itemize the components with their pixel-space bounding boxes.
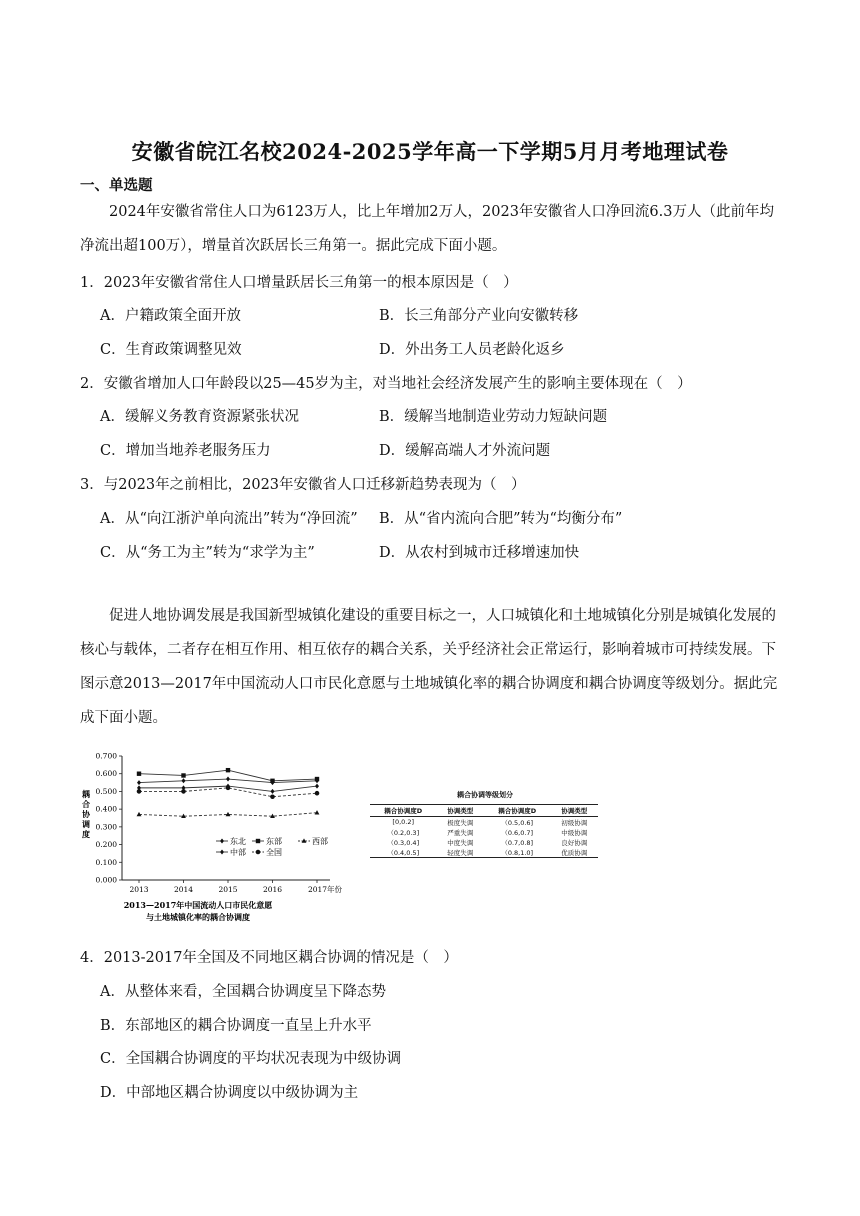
y-tick-label: 0.300	[95, 822, 117, 832]
legend-marker	[220, 850, 224, 855]
data-point-东北	[182, 778, 186, 783]
table-cell: 初级协调	[561, 818, 588, 827]
page-title: 安徽省皖江名校2024-2025学年高一下学期5月月考地理试卷	[131, 139, 729, 164]
y-axis-label-char: 调	[82, 819, 90, 829]
table-cell: 严重失调	[447, 828, 474, 837]
question-3-stem: 3．与2023年之前相比，2023年安徽省人口迁移新趋势表现为（ ）	[80, 477, 526, 493]
data-point-西部	[137, 812, 142, 816]
question-4-option-b: B．东部地区的耦合协调度一直呈上升水平	[100, 1018, 372, 1034]
coupling-chart-svg	[80, 742, 360, 927]
table-header: 耦合协调度D	[370, 805, 436, 817]
data-point-西部	[226, 812, 231, 816]
table-cell: 轻度失调	[436, 847, 484, 858]
data-point-东北	[226, 777, 230, 782]
x-tick-label: 2013	[129, 885, 149, 894]
table-row	[370, 827, 598, 837]
y-axis-label-char: 合	[82, 799, 90, 809]
y-tick-label: 0.600	[95, 769, 117, 779]
data-point-全国	[315, 791, 320, 796]
legend-label: 全国	[266, 848, 282, 857]
y-axis-label-char: 协	[82, 809, 90, 819]
table-row	[370, 837, 598, 847]
data-point-全国	[137, 789, 142, 794]
question-1-option-c: C．生育政策调整见效	[100, 342, 242, 358]
table-header: 耦合协调度D	[484, 805, 550, 817]
table-cell: （0.7,0.8]	[501, 838, 534, 847]
x-tick-label: 2016	[262, 885, 283, 894]
data-point-东部	[181, 773, 185, 777]
table-cell: 优质协调	[550, 847, 598, 858]
table-header-row	[370, 805, 598, 817]
question-3-option-b: B．从“省内流向合肥”转为“均衡分布”	[379, 511, 623, 527]
passage-1: 2024年安徽省常住人口为6123万人，比上年增加2万人，2023年安徽省人口净回流6.3万人（此前年均净流出超100万），增量首次跃居长三角第一。据此完成下面小题。	[80, 204, 774, 254]
table-cell: （0.6,0.7]	[501, 828, 534, 837]
question-2-option-b: B．缓解当地制造业劳动力短缺问题	[379, 409, 608, 425]
table-header: 协调类型	[550, 805, 598, 817]
question-2-option-c: C．增加当地养老服务压力	[100, 443, 271, 459]
question-4-option-c: C．全国耦合协调度的平均状况表现为中级协调	[100, 1051, 402, 1067]
question-1-stem: 1．2023年安徽省常住人口增量跃居长三角第一的根本原因是（ ）	[80, 275, 518, 291]
y-tick-label: 0.400	[95, 804, 117, 814]
y-tick-label: 0.200	[95, 840, 117, 850]
y-tick-label: 0.700	[95, 751, 117, 761]
legend-marker	[220, 839, 224, 844]
table-cell: 中度失调	[447, 838, 474, 847]
legend-label: 东部	[266, 837, 282, 846]
question-2-option-d: D．缓解高端人才外流问题	[379, 443, 551, 459]
question-3-option-d: D．从农村到城市迁移增速加快	[379, 545, 580, 561]
y-tick-label: 0.500	[95, 786, 117, 796]
question-1-option-d: D．外出务工人员老龄化返乡	[379, 342, 565, 358]
passage-2: 促进人地协调发展是我国新型城镇化建设的重要目标之一，人口城镇化和土地城镇化分别是城镇化发展的核心与载体，二者存在相互作用、相互依存的耦合关系，关乎经济社会正常运行，影响着城市可持续发展。下图示意2013—2017年中国流动人口市民化意愿与土地城镇化率的耦合协调度和耦合协调度等级划分。据此完成下面小题。	[80, 608, 778, 726]
coupling-grade-table-container	[370, 790, 600, 858]
data-point-东部	[226, 768, 230, 772]
question-2-stem: 2．安徽省增加人口年龄段以25—45岁为主，对当地社会经济发展产生的影响主要体现在（ ）	[80, 376, 692, 392]
table-cell: （0.2,0.3]	[387, 828, 420, 837]
x-tick-label: 2017年份	[307, 885, 343, 894]
data-point-全国	[226, 786, 231, 791]
question-4-option-d: D．中部地区耦合协调度以中级协调为主	[100, 1085, 359, 1101]
data-point-中部	[315, 784, 319, 789]
y-tick-label: 0.100	[95, 857, 117, 867]
x-tick-label: 2015	[218, 885, 238, 894]
chart-title-line-2: 与土地城镇化率的耦合协调度	[146, 912, 250, 922]
section-heading: 一、单选题	[80, 177, 153, 194]
data-point-东部	[137, 772, 141, 776]
table-cell: [0,0.2]	[392, 818, 415, 826]
data-point-全国	[181, 789, 186, 794]
table-cell: 中级协调	[561, 828, 588, 837]
table-title: 耦合协调等级划分	[457, 791, 513, 799]
table-cell: 良好协调	[561, 838, 588, 847]
legend-marker	[256, 839, 260, 843]
table-cell: 极度失调	[447, 818, 474, 827]
legend-label: 西部	[312, 837, 328, 846]
data-point-东部	[270, 779, 274, 783]
data-point-西部	[315, 810, 320, 814]
y-tick-label: 0.000	[95, 875, 117, 885]
data-point-全国	[270, 794, 275, 799]
table-cell: （0.4,0.5]	[370, 847, 436, 858]
y-axis-label-char: 耦	[82, 789, 90, 799]
question-1-option-b: B．长三角部分产业向安徽转移	[379, 308, 579, 324]
question-3-option-c: C．从“务工为主”转为“求学为主”	[100, 545, 315, 561]
question-2-option-a: A．缓解义务教育资源紧张状况	[100, 409, 299, 425]
legend-label: 东北	[230, 837, 246, 846]
question-3-option-a: A．从“向江浙沪单向流出”转为“净回流”	[100, 511, 358, 527]
table-row	[370, 817, 598, 828]
legend-marker	[256, 850, 261, 855]
data-point-东北	[137, 780, 141, 785]
table-header: 协调类型	[436, 805, 484, 817]
data-point-中部	[271, 789, 275, 794]
legend-label: 中部	[230, 848, 246, 857]
table-cell: （0.3,0.4]	[387, 838, 420, 847]
coupling-grade-table	[370, 804, 598, 858]
question-4-option-a: A．从整体来看，全国耦合协调度呈下降态势	[100, 984, 386, 1000]
coupling-chart	[80, 742, 360, 927]
chart-title-line-1: 2013—2017年中国流动人口市民化意愿	[123, 900, 273, 910]
table-row	[370, 847, 598, 858]
table-cell: （0.5,0.6]	[501, 818, 534, 827]
x-tick-label: 2014	[173, 885, 194, 894]
question-4-stem: 4．2013-2017年全国及不同地区耦合协调的情况是（ ）	[80, 950, 458, 966]
data-point-东部	[315, 777, 319, 781]
table-cell: （0.8,1.0]	[484, 847, 550, 858]
question-1-option-a: A．户籍政策全面开放	[100, 308, 241, 324]
y-axis-label-char: 度	[82, 829, 90, 839]
